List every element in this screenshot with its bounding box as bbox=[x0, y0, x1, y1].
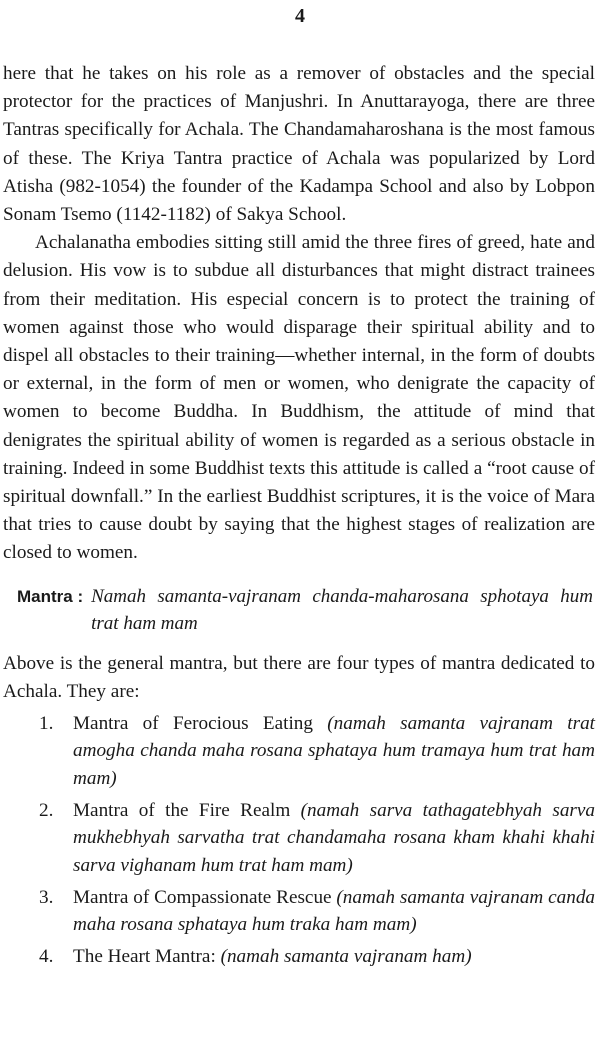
list-item-body bbox=[73, 797, 595, 879]
mantra-type-text: (namah samanta vajranam ham) bbox=[220, 946, 472, 968]
list-number: 2. bbox=[39, 799, 54, 821]
list-item-body bbox=[73, 884, 595, 939]
mantra-type-text: (namah samanta vajranam trat amogha chanda maha rosana sphataya hum tramaya hum trat ham mam) bbox=[73, 713, 596, 789]
list-number: 4. bbox=[39, 946, 54, 968]
mantra-type-name: Mantra of the Fire Realm bbox=[73, 799, 291, 821]
mantra-type-name: Mantra of Compassionate Rescue bbox=[73, 886, 332, 908]
mantra-types-list bbox=[3, 710, 595, 971]
mantra-type-text: (namah samanta vajranam canda maha rosana sphataya hum traka ham mam) bbox=[73, 886, 596, 936]
list-number: 1. bbox=[39, 713, 54, 735]
list-item-body bbox=[73, 943, 595, 970]
general-mantra bbox=[3, 583, 595, 637]
paragraph-achalanatha: Achalanatha embodies sitting still amid the three fires of greed, hate and delusion. His vow is to subdue all disturbances that might distract trainees from their meditation. His especial concern is to protect the training of women against those who would disparage their spiritual ability and to dispel all obstacles to their training—whether internal, in the form of doubts or external, in the form of men or women, who denigrate the capacity of women to become Buddha. In Buddhism, the attitude of mind that denigrates the spiritual ability of women is regarded as a serious obstacle in training. Indeed in some Buddhist texts this attitude is called a “root cause of spiritual downfall.” In the earliest Buddhist scriptures, it is the voice of Mara that tries to cause doubt by saying that the highest stages of realization are closed to women. bbox=[3, 232, 595, 564]
mantra-text: Namah samanta-vajranam chanda-maharosana sphotaya hum trat ham mam bbox=[91, 585, 593, 634]
mantra-type-text: (namah sarva tathagatebhyah sarva mukhebhyah sarvatha trat chandamaha rosana kham khahi khahi sarva vighanam hum trat ham mam) bbox=[73, 799, 596, 876]
paragraph-continuation: here that he takes on his role as a remover of obstacles and the special protector for the practices of Manjushri. In Anuttarayoga, there are three Tantras specifically for Achala. The Chandamaharoshana is the most famous of these. The Kriya Tantra practice of Achala was popularized by Lord Atisha (982-1054) the founder of the Kadampa School and also by Lobpon Sonam Tsemo (1142-1182) of Sakya School. bbox=[3, 63, 595, 226]
mantra-intro: Above is the general mantra, but there are four types of mantra dedicated to Achala. They are: bbox=[3, 652, 595, 702]
page-body bbox=[3, 60, 595, 976]
list-item bbox=[3, 884, 595, 939]
list-item bbox=[3, 797, 595, 879]
page-number: 4 bbox=[295, 5, 305, 27]
list-item-body bbox=[73, 710, 595, 792]
list-item bbox=[3, 710, 595, 792]
mantra-label: Mantra : bbox=[17, 586, 84, 606]
list-item bbox=[3, 943, 595, 970]
list-number: 3. bbox=[39, 886, 54, 908]
mantra-type-name: Mantra of Ferocious Eating bbox=[73, 713, 313, 735]
mantra-type-name: The Heart Mantra: bbox=[73, 946, 216, 968]
